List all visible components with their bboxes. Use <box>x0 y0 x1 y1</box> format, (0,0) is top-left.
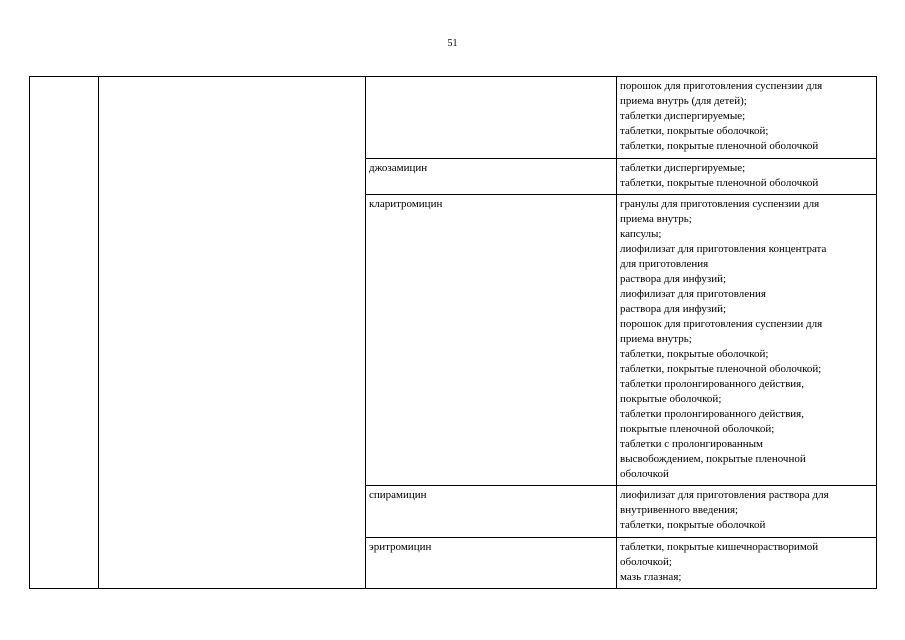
dosage-forms-cell: таблетки, покрытые кишечнорастворимой оболочкой; мазь глазная; <box>617 538 877 589</box>
drug-name-cell <box>366 77 617 159</box>
dosage-forms-cell: таблетки диспергируемые; таблетки, покрытые пленочной оболочкой <box>617 159 877 195</box>
dosage-forms-cell: гранулы для приготовления суспензии для приема внутрь; капсулы; лиофилизат для приготовления концентрата для приготовления раствора для инфузий; лиофилизат для приготовления раствора для инфузий; порошок для приготовления суспензии для приема внутрь; таблетки, покрытые оболочкой; таблетки, покрытые пленочной оболочкой; таблетки пролонгированного действия, покрытые оболочкой; таблетки пролонгированного действия, покрытые пленочной оболочкой; таблетки с пролонгированным высвобождением, покрытые пленочной оболочкой <box>617 195 877 486</box>
dosage-forms-cell: лиофилизат для приготовления раствора для внутривенного введения; таблетки, покрытые оболочкой <box>617 486 877 538</box>
drug-name-cell: джозамицин <box>366 159 617 195</box>
table-row <box>30 77 877 159</box>
atc-code-cell <box>30 77 99 589</box>
group-name-cell <box>99 77 366 589</box>
drug-name-cell: кларитромицин <box>366 195 617 486</box>
drug-table <box>29 76 877 589</box>
drug-name-cell: эритромицин <box>366 538 617 589</box>
drug-name-cell: спирамицин <box>366 486 617 538</box>
page-number: 51 <box>447 38 458 49</box>
dosage-forms-cell: порошок для приготовления суспензии для приема внутрь (для детей); таблетки диспергируемые; таблетки, покрытые оболочкой; таблетки, покрытые пленочной оболочкой <box>617 77 877 159</box>
